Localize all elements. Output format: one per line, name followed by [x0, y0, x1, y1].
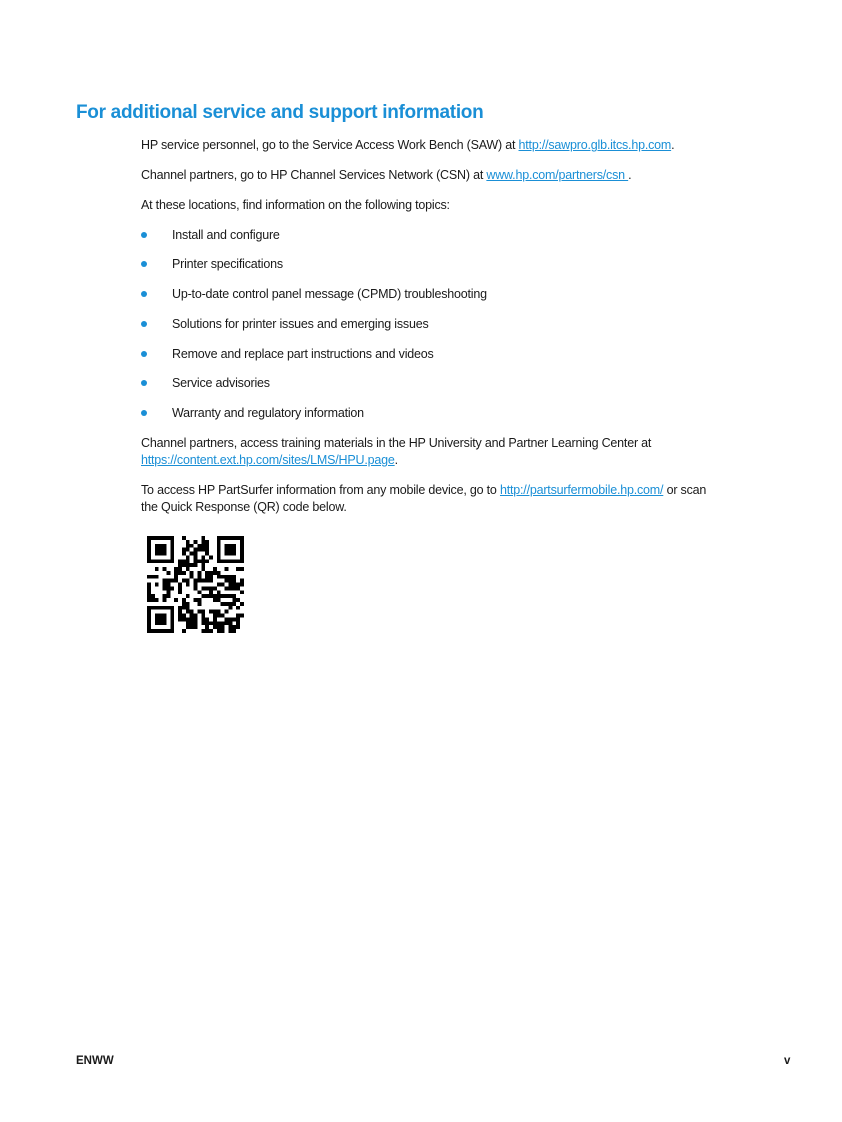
list-item-text: Service advisories	[172, 376, 270, 390]
list-item-text: Remove and replace part instructions and videos	[172, 347, 434, 361]
csn-link[interactable]: www.hp.com/partners/csn	[486, 168, 629, 182]
saw-paragraph	[141, 137, 674, 154]
csn-after: .	[628, 168, 632, 182]
bullet-icon	[141, 380, 147, 386]
csn-text: Channel partners, go to HP Channel Services Network (CSN) at	[141, 168, 487, 182]
training-after: .	[394, 453, 398, 467]
partsurfer-line2: the Quick Response (QR) code below.	[141, 500, 347, 514]
partsurfer-text: To access HP PartSurfer information from any mobile device, go to	[141, 483, 500, 497]
bullet-icon	[141, 261, 147, 267]
training-paragraph	[141, 435, 651, 469]
list-item-text: Install and configure	[172, 228, 280, 242]
bullet-icon	[141, 321, 147, 327]
section-heading: For additional service and support information	[76, 102, 484, 123]
saw-after: .	[671, 138, 675, 152]
partsurfer-paragraph	[141, 482, 706, 516]
training-link[interactable]: https://content.ext.hp.com/sites/LMS/HPU.page	[141, 453, 395, 467]
bullet-icon	[141, 410, 147, 416]
saw-link[interactable]: http://sawpro.glb.itcs.hp.com	[518, 138, 672, 152]
partsurfer-link[interactable]: http://partsurfermobile.hp.com/	[499, 483, 664, 497]
topics-intro: At these locations, find information on the following topics:	[141, 198, 450, 212]
saw-text: HP service personnel, go to the Service Access Work Bench (SAW) at	[141, 138, 519, 152]
bullet-icon	[141, 232, 147, 238]
list-item-text: Up-to-date control panel message (CPMD) troubleshooting	[172, 287, 487, 301]
qr-code-icon	[147, 536, 244, 633]
csn-paragraph	[141, 167, 631, 184]
list-item-text: Printer specifications	[172, 257, 283, 271]
footer-left-label: ENWW	[76, 1055, 114, 1067]
partsurfer-after: or scan	[663, 483, 707, 497]
list-item-text: Warranty and regulatory information	[172, 406, 364, 420]
training-text: Channel partners, access training materials in the HP University and Partner Learning Center at	[141, 436, 652, 450]
bullet-icon	[141, 291, 147, 297]
page-number: v	[784, 1055, 791, 1067]
list-item-text: Solutions for printer issues and emerging issues	[172, 317, 429, 331]
bullet-icon	[141, 351, 147, 357]
